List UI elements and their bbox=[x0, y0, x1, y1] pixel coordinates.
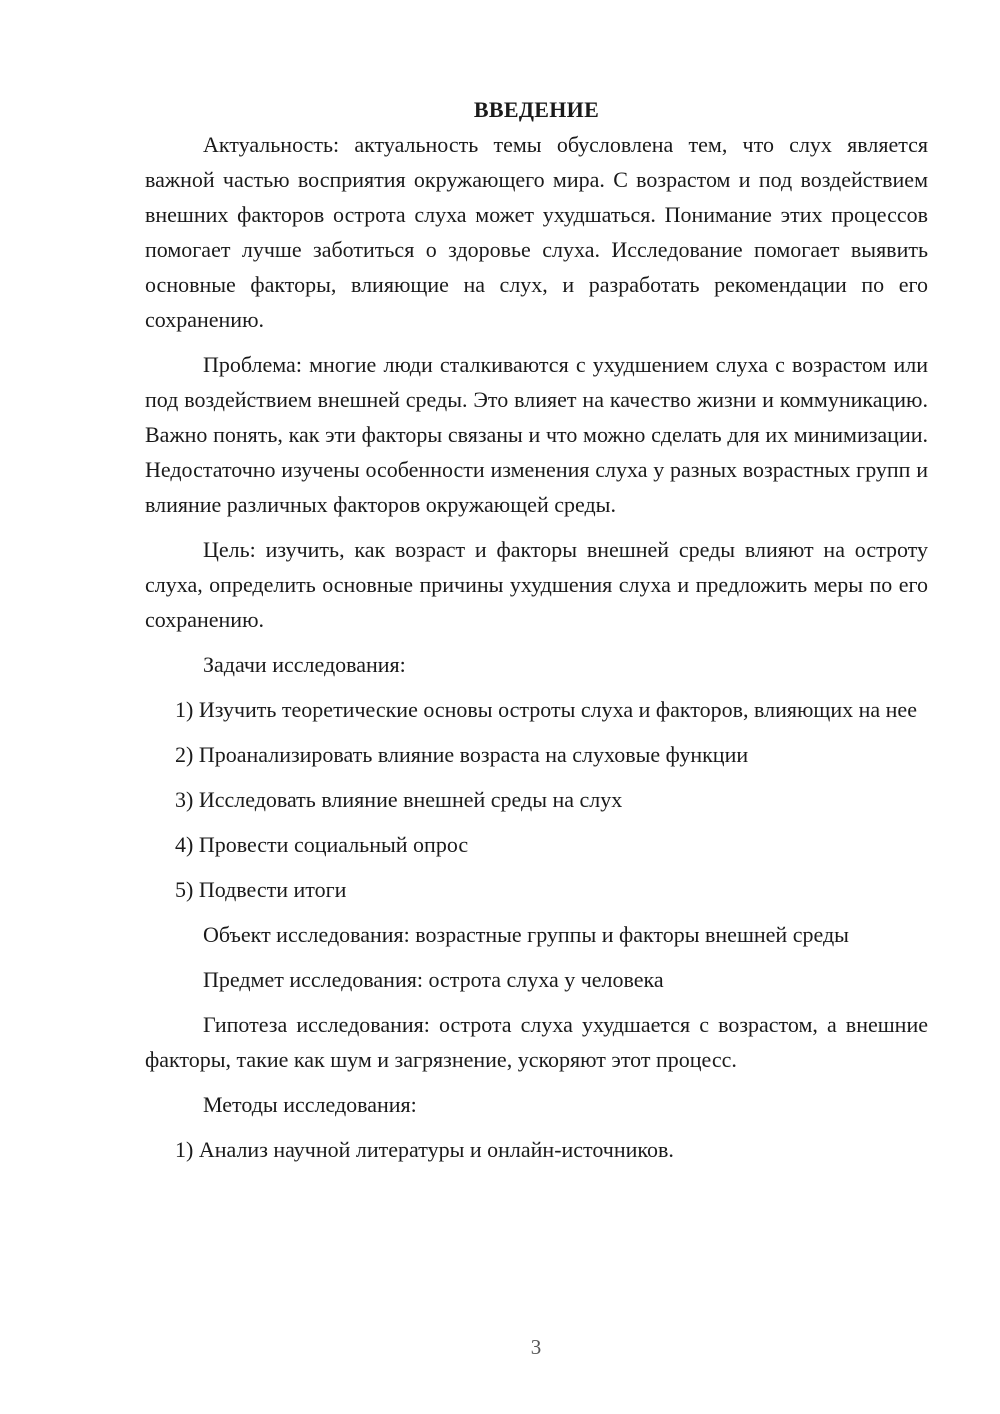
paragraph-spacer bbox=[145, 637, 928, 647]
paragraph-spacer bbox=[145, 952, 928, 962]
goal-paragraph: Цель: изучить, как возраст и факторы внешней среды влияют на остроту слуха, определить основные причины ухудшения слуха и предложить меры по его сохранению. bbox=[145, 537, 928, 632]
task-item: 2) Проанализировать влияние возраста на слуховые функции bbox=[175, 742, 749, 767]
paragraph-spacer bbox=[145, 817, 928, 827]
task-item: 5) Подвести итоги bbox=[175, 877, 347, 902]
paragraph-spacer bbox=[145, 907, 928, 917]
task-item: 3) Исследовать влияние внешней среды на слух bbox=[175, 787, 623, 812]
object-paragraph: Объект исследования: возрастные группы и факторы внешней среды bbox=[203, 922, 849, 947]
hypothesis-paragraph: Гипотеза исследования: острота слуха ухудшается с возрастом, а внешние факторы, такие как шум и загрязнение, ускоряют этот процесс. bbox=[145, 1012, 928, 1072]
task-item: 4) Провести социальный опрос bbox=[175, 832, 469, 857]
paragraph-spacer bbox=[145, 522, 928, 532]
paragraph-spacer bbox=[145, 1077, 928, 1087]
methods-heading: Методы исследования: bbox=[203, 1092, 417, 1117]
document-page bbox=[145, 92, 928, 1167]
paragraph-spacer bbox=[145, 682, 928, 692]
paragraph-spacer bbox=[145, 727, 928, 737]
subject-paragraph: Предмет исследования: острота слуха у человека bbox=[203, 967, 664, 992]
page-title: ВВЕДЕНИЕ bbox=[473, 97, 600, 122]
paragraph-spacer bbox=[145, 1122, 928, 1132]
method-item: 1) Анализ научной литературы и онлайн-источников. bbox=[175, 1137, 674, 1162]
relevance-paragraph: Актуальность: актуальность темы обусловлена тем, что слух является важной частью восприятия окружающего мира. С возрастом и под воздействием внешних факторов острота слуха может ухудшаться. Понимание этих процессов помогает лучше заботиться о здоровье слуха. Исследование помогает выявить основные факторы, влияющие на слух, и разработать рекомендации по его сохранению. bbox=[145, 132, 928, 332]
tasks-heading: Задачи исследования: bbox=[203, 652, 406, 677]
paragraph-spacer bbox=[145, 862, 928, 872]
paragraph-spacer bbox=[145, 997, 928, 1007]
paragraph-spacer bbox=[145, 337, 928, 347]
page-number: 3 bbox=[530, 1335, 542, 1359]
task-item: 1) Изучить теоретические основы остроты слуха и факторов, влияющих на нее bbox=[175, 697, 917, 722]
problem-paragraph: Проблема: многие люди сталкиваются с ухудшением слуха с возрастом или под воздействием внешней среды. Это влияет на качество жизни и коммуникацию. Важно понять, как эти факторы связаны и что можно сделать для их минимизации. Недостаточно изучены особенности изменения слуха у разных возрастных групп и влияние различных факторов окружающей среды. bbox=[145, 352, 928, 517]
paragraph-spacer bbox=[145, 772, 928, 782]
